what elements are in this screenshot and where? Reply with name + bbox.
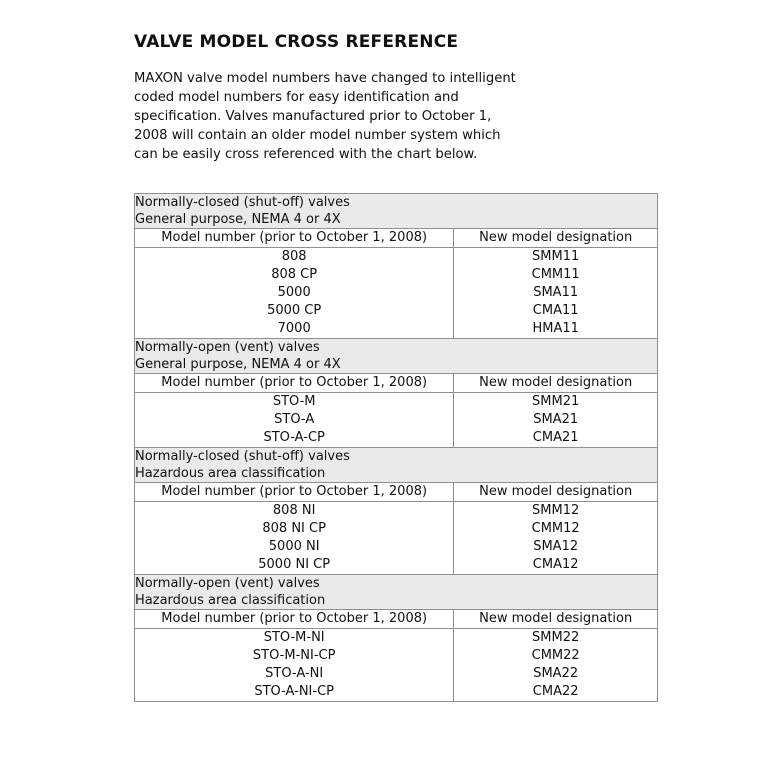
new-model-designation: HMA11	[532, 321, 579, 336]
group-heading-line: Normally-open (vent) valves	[135, 340, 320, 355]
new-model-designation: CMA12	[532, 557, 579, 572]
group-heading-line: Normally-open (vent) valves	[135, 576, 320, 591]
group-heading-line: General purpose, NEMA 4 or 4X	[135, 212, 341, 227]
intro-line: MAXON valve model numbers have changed to intelligent	[134, 71, 516, 86]
group-heading	[135, 575, 658, 610]
new-model-list	[454, 393, 658, 448]
column-header-new-model: New model designation	[454, 229, 658, 248]
new-model-list	[454, 629, 658, 702]
group-heading-row	[135, 448, 658, 483]
column-header-row	[135, 610, 658, 629]
new-model-designation: SMM22	[532, 630, 580, 645]
new-model-list	[454, 502, 658, 575]
column-header-row	[135, 483, 658, 502]
new-model-designation: CMM12	[531, 521, 580, 536]
column-header-row	[135, 229, 658, 248]
model-list-row	[135, 629, 658, 702]
group-heading-line: Normally-closed (shut-off) valves	[135, 449, 350, 464]
new-model-list	[454, 248, 658, 339]
new-model-designation: SMM12	[532, 503, 580, 518]
old-model-number: STO-A-NI-CP	[254, 684, 334, 699]
old-model-number: STO-A-NI	[265, 666, 324, 681]
column-header-new-model: New model designation	[454, 374, 658, 393]
group-heading	[135, 448, 658, 483]
group-heading-line: Hazardous area classification	[135, 593, 326, 608]
page-title: VALVE MODEL CROSS REFERENCE	[134, 32, 459, 52]
group-heading-row	[135, 339, 658, 374]
group-heading-line: Hazardous area classification	[135, 466, 326, 481]
old-model-number: 808 CP	[271, 267, 318, 282]
old-model-number: STO-M	[272, 394, 316, 409]
old-model-list	[135, 629, 454, 702]
new-model-designation: SMA11	[533, 285, 579, 300]
group-heading-row	[135, 194, 658, 229]
new-model-designation: CMA11	[532, 303, 579, 318]
old-model-number: 808 NI CP	[262, 521, 326, 536]
cross-reference-table	[134, 193, 658, 702]
new-model-designation: CMM11	[531, 267, 580, 282]
column-header-new-model: New model designation	[454, 610, 658, 629]
column-header-old-model: Model number (prior to October 1, 2008)	[135, 483, 454, 502]
intro-line: specification. Valves manufactured prior to October 1,	[134, 109, 492, 124]
new-model-designation: CMA22	[532, 684, 579, 699]
group-heading-line: General purpose, NEMA 4 or 4X	[135, 357, 341, 372]
group-heading	[135, 194, 658, 229]
new-model-designation: SMM21	[532, 394, 580, 409]
column-header-old-model: Model number (prior to October 1, 2008)	[135, 610, 454, 629]
old-model-list	[135, 393, 454, 448]
new-model-designation: SMA22	[533, 666, 579, 681]
old-model-number: 5000 NI CP	[258, 557, 331, 572]
old-model-number: STO-A	[274, 412, 315, 427]
old-model-number: 7000	[277, 321, 311, 336]
new-model-designation: CMM22	[531, 648, 580, 663]
old-model-number: 808	[281, 249, 307, 264]
intro-paragraph	[134, 69, 516, 164]
model-list-row	[135, 248, 658, 339]
intro-line: coded model numbers for easy identification and	[134, 90, 459, 105]
group-heading	[135, 339, 658, 374]
old-model-number: 5000 NI	[268, 539, 320, 554]
intro-line: can be easily cross referenced with the chart below.	[134, 147, 478, 162]
old-model-number: 5000	[277, 285, 311, 300]
old-model-list	[135, 502, 454, 575]
old-model-list	[135, 248, 454, 339]
old-model-number: STO-M-NI	[263, 630, 325, 645]
old-model-number: 5000 CP	[267, 303, 322, 318]
old-model-number: STO-A-CP	[263, 430, 325, 445]
old-model-number: 808 NI	[272, 503, 316, 518]
old-model-number: STO-M-NI-CP	[252, 648, 336, 663]
new-model-designation: CMA21	[532, 430, 579, 445]
new-model-designation: SMA12	[533, 539, 579, 554]
new-model-designation: SMA21	[533, 412, 579, 427]
group-heading-line: Normally-closed (shut-off) valves	[135, 195, 350, 210]
column-header-old-model: Model number (prior to October 1, 2008)	[135, 229, 454, 248]
column-header-new-model: New model designation	[454, 483, 658, 502]
column-header-old-model: Model number (prior to October 1, 2008)	[135, 374, 454, 393]
model-list-row	[135, 502, 658, 575]
group-heading-row	[135, 575, 658, 610]
column-header-row	[135, 374, 658, 393]
intro-line: 2008 will contain an older model number system which	[134, 128, 501, 143]
model-list-row	[135, 393, 658, 448]
new-model-designation: SMM11	[532, 249, 580, 264]
